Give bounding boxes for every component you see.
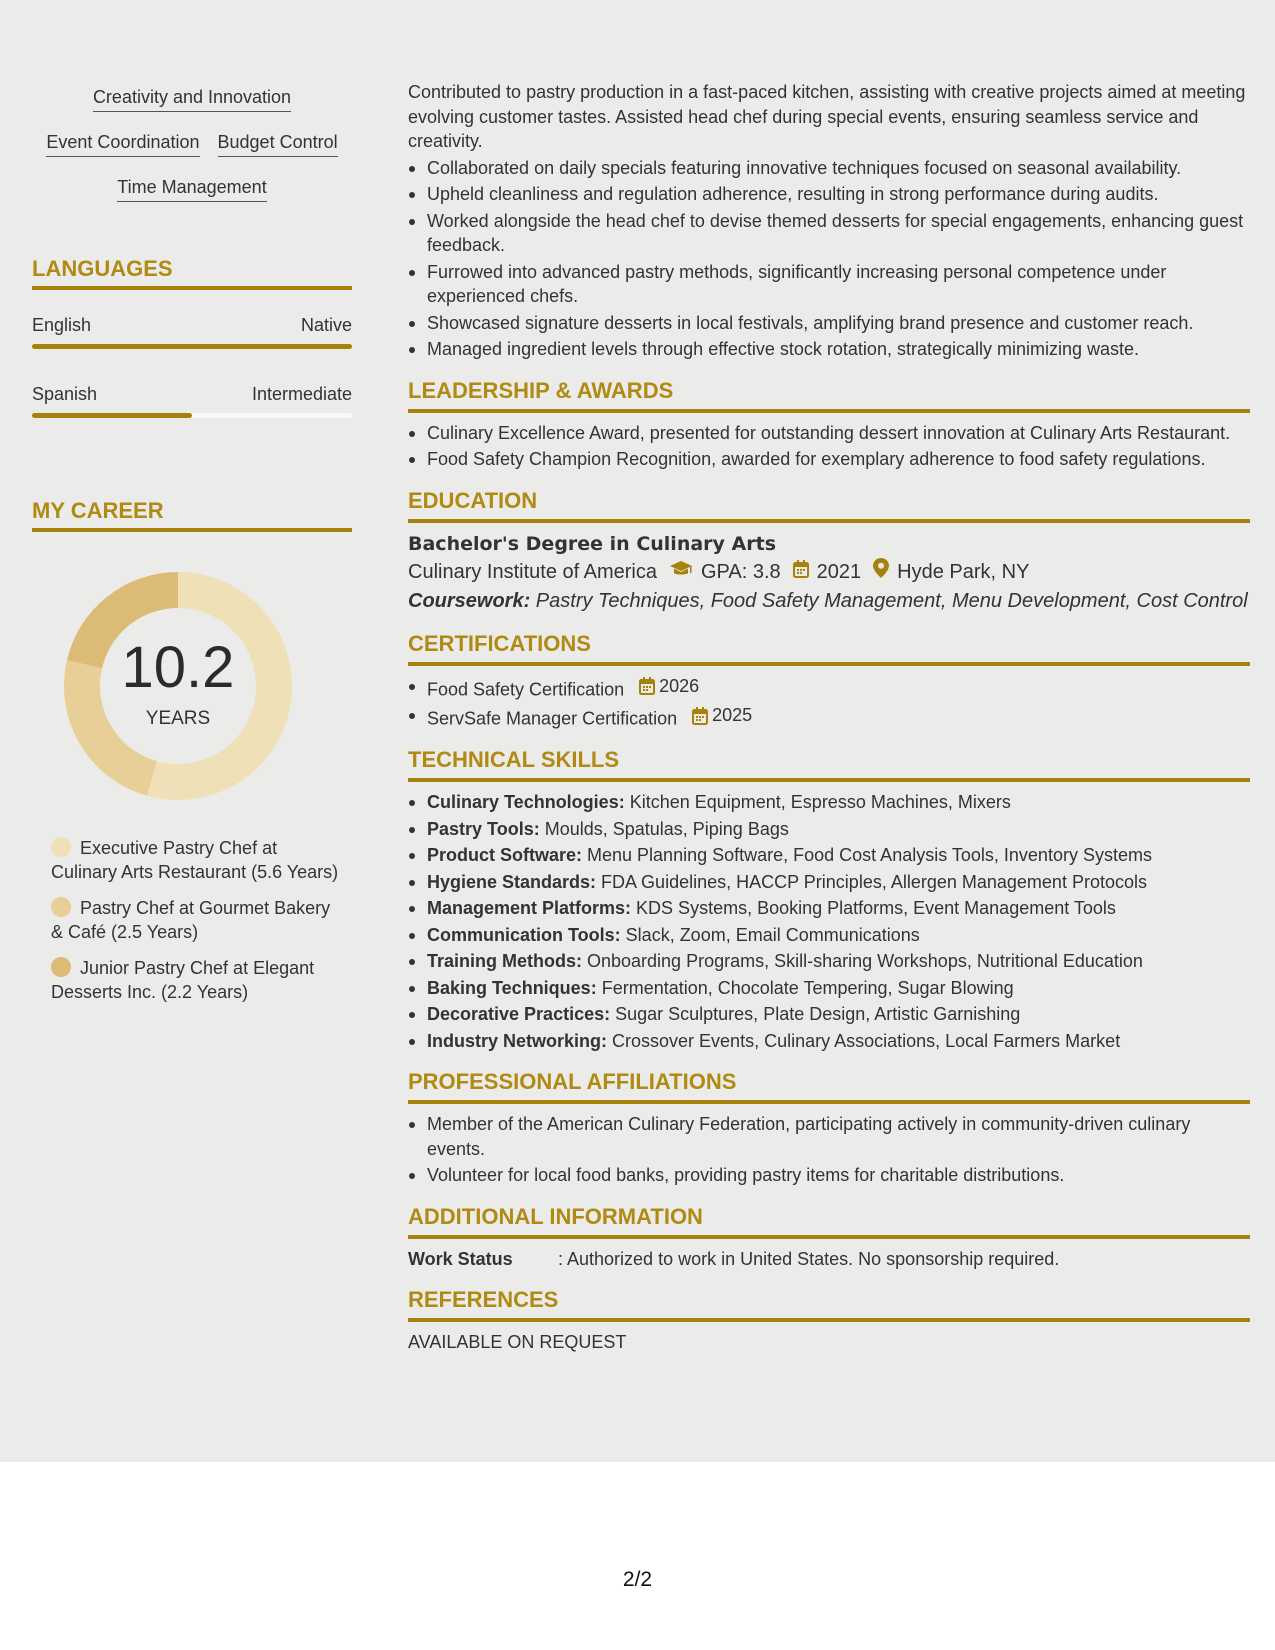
legend-dot — [51, 957, 71, 977]
affiliations-section — [408, 1069, 1250, 1188]
language-level: Native — [300, 315, 352, 335]
legend-item — [51, 836, 341, 884]
skill-values: Menu Planning Software, Food Cost Analysis Tools, Inventory Systems — [582, 845, 1152, 865]
skill-values: FDA Guidelines, HACCP Principles, Allergen Management Protocols — [596, 871, 1147, 892]
language-bar-fill — [32, 413, 192, 418]
list-item: Member of the American Culinary Federation, participating actively in community-driven culinary events. — [408, 1112, 1250, 1161]
legend-dot — [51, 837, 71, 857]
list-item — [408, 1002, 1250, 1027]
coursework-label: Coursework: — [408, 589, 531, 612]
certifications-section — [408, 631, 1250, 732]
skill-values: Sugar Sculptures, Plate Design, Artistic Garnishing — [610, 1004, 1021, 1024]
career-legend — [51, 836, 341, 1016]
legend-label: Executive Pastry Chef at Culinary Arts Restaurant (5.6 Years) — [51, 838, 339, 882]
list-item — [408, 790, 1250, 815]
list-item: Collaborated on daily specials featuring innovative techniques focused on seasonal availability. — [408, 156, 1250, 181]
skill-values: Fermentation, Chocolate Tempering, Sugar Blowing — [596, 977, 1014, 998]
language-bar — [32, 413, 352, 418]
list-item — [408, 949, 1250, 974]
language-name: English — [32, 315, 92, 335]
graduation-cap-icon — [669, 557, 693, 587]
list-item — [408, 674, 1250, 702]
certification-name: Food Safety Certification — [427, 678, 625, 699]
skill-category: Baking Techniques: — [427, 977, 597, 998]
career-donut-chart — [64, 572, 292, 800]
list-item: Worked alongside the head chef to devise themed desserts for special engagements, enhancing guest feedback. — [408, 209, 1250, 258]
legend-label: Junior Pastry Chef at Elegant Desserts Inc. (2.2 Years) — [51, 958, 315, 1002]
list-item: Showcased signature desserts in local festivals, amplifying brand presence and customer reach. — [408, 311, 1250, 336]
education-section — [408, 488, 1250, 615]
references-section — [408, 1287, 1250, 1355]
references-text: AVAILABLE ON REQUEST — [408, 1332, 627, 1352]
list-item — [408, 896, 1250, 921]
technical-skills-section — [408, 747, 1250, 1053]
skill-row — [32, 131, 352, 176]
skill-values: Kitchen Equipment, Espresso Machines, Mixers — [624, 792, 1011, 812]
list-item — [408, 843, 1250, 868]
school-name: Culinary Institute of America — [408, 560, 657, 583]
degree-title: Bachelor's Degree in Culinary Arts — [408, 532, 777, 555]
certifications-heading: CERTIFICATIONS — [408, 631, 1250, 666]
certification-year: 2026 — [659, 675, 700, 696]
affiliations-heading: PROFESSIONAL AFFILIATIONS — [408, 1069, 1250, 1104]
list-item: Food Safety Champion Recognition, awarded for exemplary adherence to food safety regulations. — [408, 447, 1250, 472]
education-heading: EDUCATION — [408, 488, 1250, 523]
career-heading: MY CAREER — [32, 498, 352, 532]
experience-summary: Contributed to pastry production in a fast-paced kitchen, assisting with creative projects aimed at meeting evolving customer tastes. Assisted head chef during special events, ensuring seamless service and creativity. — [408, 82, 1246, 151]
list-item — [408, 870, 1250, 895]
skill-category: Management Platforms: — [427, 898, 632, 918]
coursework — [408, 587, 1250, 615]
work-status-value: : Authorized to work in United States. No sponsorship required. — [558, 1248, 1060, 1269]
leadership-heading: LEADERSHIP & AWARDS — [408, 378, 1250, 413]
list-item: Managed ingredient levels through effective stock rotation, strategically minimizing waste. — [408, 337, 1250, 362]
soft-skills — [32, 86, 352, 221]
list-item: Upheld cleanliness and regulation adherence, resulting in strong performance during audits. — [408, 182, 1250, 207]
list-item — [408, 976, 1250, 1001]
language-level: Intermediate — [251, 384, 352, 404]
skill-category: Communication Tools: — [427, 924, 621, 945]
list-item: Volunteer for local food banks, providing pastry items for charitable distributions. — [408, 1163, 1250, 1188]
skill-tag: Budget Control — [218, 131, 338, 157]
skill-row — [32, 86, 352, 131]
skill-tag: Creativity and Innovation — [93, 86, 291, 112]
calendar-icon — [639, 677, 655, 695]
location-pin-icon — [873, 557, 889, 587]
skill-tag: Time Management — [117, 176, 266, 202]
skill-category: Product Software: — [427, 845, 583, 865]
career-years-unit: YEARS — [145, 708, 211, 729]
list-item — [408, 703, 1250, 731]
language-spanish — [32, 383, 352, 418]
language-english — [32, 314, 352, 349]
skill-values: Crossover Events, Culinary Associations, Local Farmers Market — [607, 1030, 1121, 1051]
skill-row — [32, 176, 352, 221]
skill-values: Moulds, Spatulas, Piping Bags — [539, 818, 789, 839]
language-bar — [32, 344, 352, 349]
skill-category: Culinary Technologies: — [427, 792, 625, 812]
language-name: Spanish — [32, 384, 98, 404]
skill-category: Hygiene Standards: — [427, 871, 597, 892]
legend-label: Pastry Chef at Gourmet Bakery & Café (2.5 Years) — [51, 898, 331, 942]
technical-skills-heading: TECHNICAL SKILLS — [408, 747, 1250, 782]
skill-values: Onboarding Programs, Skill-sharing Workshops, Nutritional Education — [582, 951, 1143, 971]
right-column — [408, 80, 1250, 1355]
coursework-list: Pastry Techniques, Food Safety Management, Menu Development, Cost Control — [530, 589, 1248, 612]
legend-dot — [51, 897, 71, 917]
language-bar-fill — [32, 344, 352, 349]
additional-info-heading: ADDITIONAL INFORMATION — [408, 1204, 1250, 1239]
list-item — [408, 1029, 1250, 1054]
list-item: Culinary Excellence Award, presented for outstanding dessert innovation at Culinary Arts Restaurant. — [408, 421, 1250, 446]
experience-section — [408, 80, 1250, 362]
skill-category: Training Methods: — [427, 951, 582, 971]
additional-info-section — [408, 1204, 1250, 1272]
work-status-label: Work Status — [408, 1248, 513, 1269]
references-heading: REFERENCES — [408, 1287, 1250, 1322]
legend-item — [51, 896, 341, 944]
skill-category: Decorative Practices: — [427, 1004, 611, 1024]
calendar-icon — [692, 707, 708, 725]
education-details — [408, 557, 1250, 587]
skill-tag: Event Coordination — [46, 131, 199, 157]
graduation-year: 2021 — [816, 560, 862, 583]
gpa: GPA: 3.8 — [701, 560, 781, 583]
skill-values: KDS Systems, Booking Platforms, Event Management Tools — [631, 898, 1116, 918]
work-status-row — [408, 1247, 1250, 1272]
list-item — [408, 817, 1250, 842]
languages-heading: LANGUAGES — [32, 256, 352, 290]
certification-year: 2025 — [712, 705, 753, 726]
school-location: Hyde Park, NY — [897, 560, 1030, 583]
skill-category: Pastry Tools: — [427, 818, 540, 839]
legend-item — [51, 956, 341, 1004]
page-number: 2/2 — [622, 1568, 653, 1591]
experience-bullets — [408, 156, 1250, 362]
career-total-years: 10.2 — [121, 635, 235, 700]
list-item — [408, 923, 1250, 948]
calendar-icon — [793, 557, 809, 587]
certification-name: ServSafe Manager Certification — [427, 708, 678, 729]
leadership-section — [408, 378, 1250, 472]
list-item: Furrowed into advanced pastry methods, significantly increasing personal competence under experienced chefs. — [408, 260, 1250, 309]
skill-values: Slack, Zoom, Email Communications — [620, 924, 920, 945]
skill-category: Industry Networking: — [427, 1030, 608, 1051]
